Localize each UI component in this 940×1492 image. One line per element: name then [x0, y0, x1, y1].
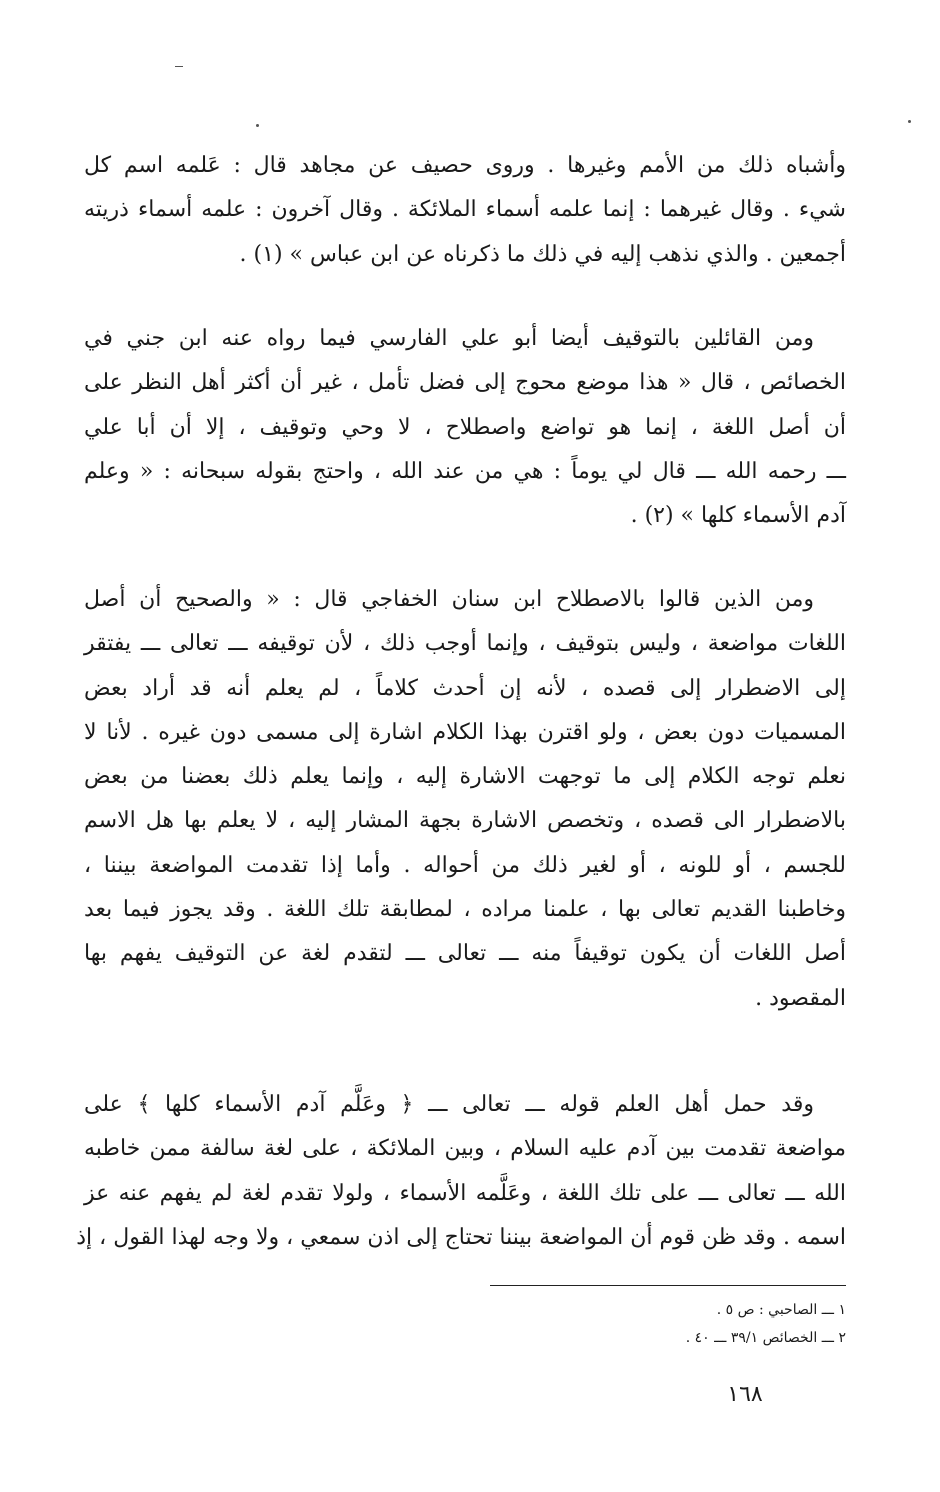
text-line: اللغات مواضعة ، وليس بتوقيف ، وإنما أوجب ذلك ، لأن توقيفه ـــ تعالى ـــ يفتقر: [84, 631, 846, 657]
text-line: الله ـــ تعالى ـــ على تلك اللغة ، وعَلَّمه الأسماء ، ولولا تقدم لغة لم يفهم عنه عز: [84, 1180, 846, 1206]
text-line: اسمه . وقد ظن قوم أن المواضعة بيننا تحتاج إلى اذن سمعي ، ولا وجه لهذا القول ، إذ: [76, 1224, 846, 1250]
paragraph-3: [84, 578, 846, 1021]
scan-speck: [908, 120, 911, 123]
scan-speck: [256, 124, 259, 127]
paragraph-1: [84, 144, 846, 277]
paragraph-2: [84, 317, 846, 538]
footnote-2: ٢ ـــ الخصائص ٣٩/١ ـــ ٤٠ .: [685, 1330, 846, 1346]
footnotes: [500, 1296, 846, 1352]
page-number: ١٦٨: [727, 1382, 763, 1407]
text-line: آدم الأسماء كلها » (٢) .: [630, 503, 846, 529]
text-line: وأشباه ذلك من الأمم وغيرها . وروى حصيف عن مجاهد قال : عَلمه اسم كل: [84, 153, 846, 178]
scan-speck: [175, 66, 183, 67]
footnote-1: ١ ـــ الصاحبي : ص ٥ .: [716, 1302, 846, 1318]
text-line: مواضعة تقدمت بين آدم عليه السلام ، وبين الملائكة ، على لغة سالفة ممن خاطبه: [84, 1136, 846, 1162]
paragraph-4: [76, 1083, 846, 1260]
text-line: المسميات دون بعض ، ولو اقترن بهذا الكلام اشارة إلى مسمى دون غيره . لأنا لا: [84, 719, 846, 745]
text-line: بالاضطرار الى قصده ، وتخصص الاشارة بجهة المشار إليه ، لا يعلم بها هل الاسم: [84, 808, 846, 834]
text-line: المقصود .: [755, 985, 846, 1011]
text-line: إلى الاضطرار إلى قصده ، لأنه إن أحدث كلاماً ، لم يعلم أنه قد أراد بعض: [84, 675, 846, 701]
text-line: ومن القائلين بالتوقيف أيضا أبو علي الفارسي فيما رواه عنه ابن جني في: [84, 326, 814, 351]
text-line: ـــ رحمه الله ـــ قال لي يوماً : هي من عند الله ، واحتج بقوله سبحانه : « وعلم: [84, 458, 846, 484]
text-line: أجمعين . والذي نذهب إليه في ذلك ما ذكرناه عن ابن عباس » (١) .: [239, 241, 846, 267]
text-line: أن أصل اللغة ، إنما هو تواضع واصطلاح ، لا وحي وتوقيف ، إلا أن أبا علي: [84, 414, 846, 440]
text-line: أصل اللغات أن يكون توقيفاً منه ـــ تعالى ـــ لتقدم لغة عن التوقيف يفهم بها: [84, 941, 846, 967]
text-line: وخاطبنا القديم تعالى بها ، علمنا مراده ، لمطابقة تلك اللغة . وقد يجوز فيما بعد: [84, 897, 846, 923]
text-line: ومن الذين قالوا بالاصطلاح ابن سنان الخفاجي قال : « والصحيح أن أصل: [84, 587, 814, 612]
text-line: وقد حمل أهل العلم قوله ـــ تعالى ـــ ﴿ وعَلَّم آدم الأسماء كلها ﴾ على: [84, 1092, 814, 1117]
text-line: للجسم ، أو للونه ، أو لغير ذلك من أحواله . وأما إذا تقدمت المواضعة بيننا ،: [84, 852, 846, 878]
text-line: نعلم توجه الكلام إلى ما توجهت الاشارة إليه ، وإنما يعلم ذلك بعضنا من بعض: [84, 764, 846, 790]
text-line: شيء . وقال غيرهما : إنما علمه أسماء الملائكة . وقال آخرون : علمه أسماء ذريته: [84, 197, 846, 223]
text-line: الخصائص ، قال « هذا موضع محوج إلى فضل تأمل ، غير أن أكثر أهل النظر على: [84, 370, 846, 396]
footnote-separator: [490, 1285, 846, 1286]
